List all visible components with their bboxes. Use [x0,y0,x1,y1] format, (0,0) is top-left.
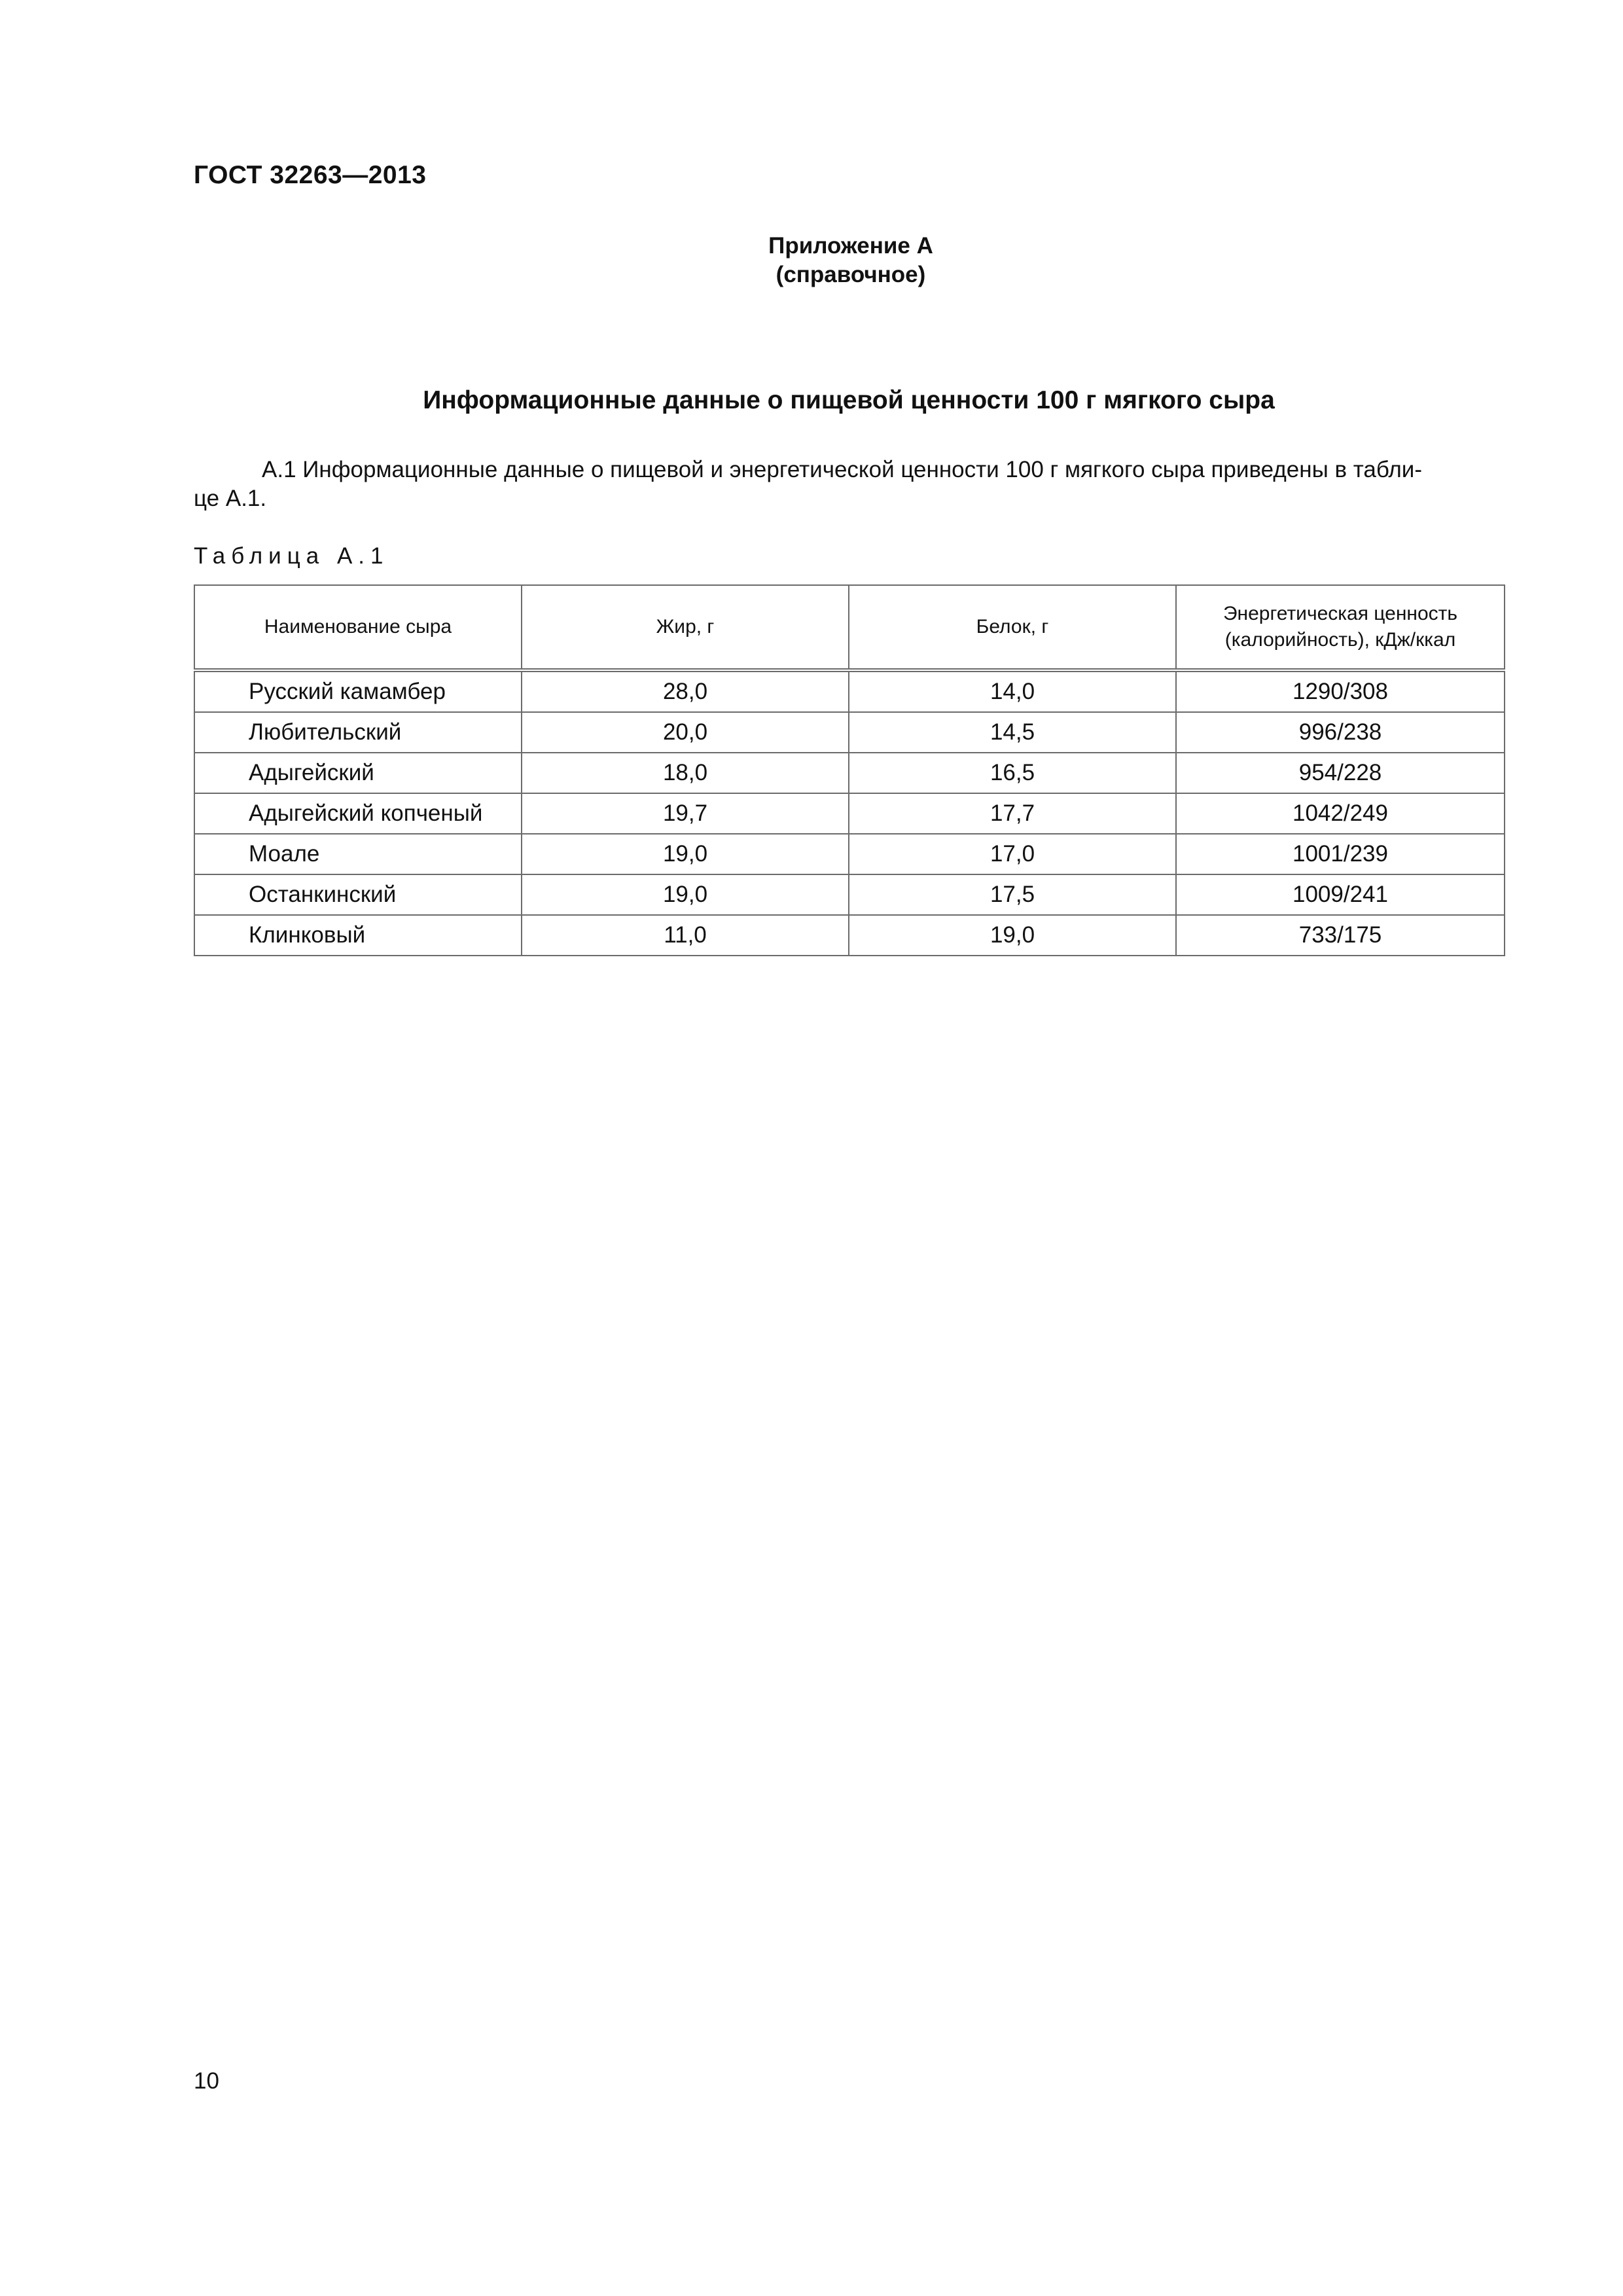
cell-fat: 19,0 [522,874,849,915]
cell-protein: 14,0 [849,670,1176,712]
cell-cheese-name: Останкинский [194,874,522,915]
column-header-fat: Жир, г [522,585,849,670]
cell-cheese-name: Адыгейский копченый [194,793,522,834]
cell-protein: 17,5 [849,874,1176,915]
cell-fat: 20,0 [522,712,849,753]
cell-cheese-name: Клинковый [194,915,522,956]
column-header-name: Наименование сыра [194,585,522,670]
paragraph-line-1: А.1 Информационные данные о пищевой и энергетической ценности 100 г мягкого сыра приведены в табли- [262,457,1422,482]
cell-cheese-name: Любительский [194,712,522,753]
table-row [194,670,1505,712]
cell-energy: 954/228 [1176,753,1505,793]
cell-cheese-name: Моале [194,834,522,874]
table-row [194,712,1505,753]
page-number: 10 [194,2068,219,2094]
cell-energy: 1042/249 [1176,793,1505,834]
cell-protein: 17,7 [849,793,1176,834]
cell-protein: 16,5 [849,753,1176,793]
cell-protein: 19,0 [849,915,1176,956]
table-row [194,915,1505,956]
cell-energy: 1001/239 [1176,834,1505,874]
cell-energy: 1290/308 [1176,670,1505,712]
cell-cheese-name: Русский камамбер [194,670,522,712]
table-header-row [194,585,1505,670]
column-header-energy-text: Энергетическая ценность (калорийность), кДж/ккал [1222,603,1458,651]
cell-cheese-name: Адыгейский [194,753,522,793]
table-row [194,834,1505,874]
table-caption: Таблица А.1 [194,543,389,569]
cell-fat: 18,0 [522,753,849,793]
document-id: ГОСТ 32263—2013 [194,161,427,189]
column-header-protein: Белок, г [849,585,1176,670]
cell-fat: 19,7 [522,793,849,834]
cell-energy: 733/175 [1176,915,1505,956]
paragraph-line-2: це А.1. [194,486,267,511]
table-row [194,874,1505,915]
cell-protein: 17,0 [849,834,1176,874]
section-title: Информационные данные о пищевой ценности 100 г мягкого сыра [423,386,1275,414]
appendix-title: Приложение А [768,233,933,259]
cell-fat: 11,0 [522,915,849,956]
cell-fat: 28,0 [522,670,849,712]
cell-fat: 19,0 [522,834,849,874]
table-row [194,793,1505,834]
cell-energy: 1009/241 [1176,874,1505,915]
cell-energy: 996/238 [1176,712,1505,753]
table-row [194,753,1505,793]
column-header-energy [1176,585,1505,670]
cell-protein: 14,5 [849,712,1176,753]
appendix-status: (справочное) [776,262,926,287]
nutrition-table [194,584,1505,956]
